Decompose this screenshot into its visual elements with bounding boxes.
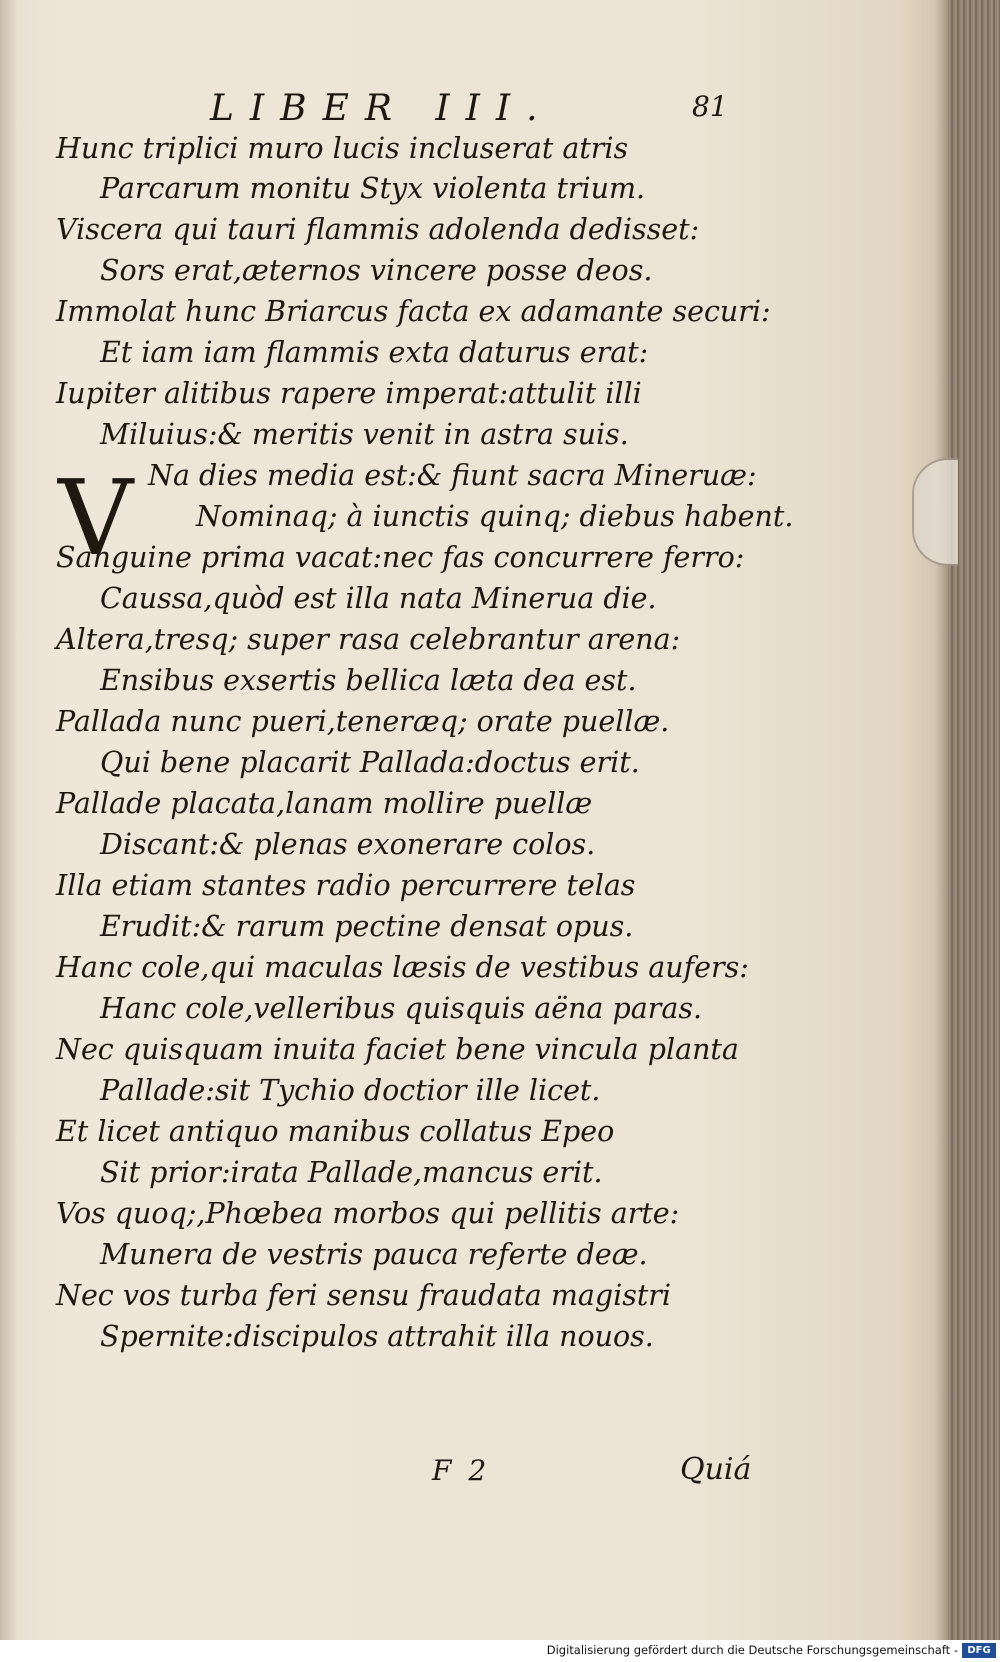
verse-line: Pallade:sit Tychio doctior ille licet. [100,1074,601,1107]
verse-line: Hanc cole,velleribus quisquis aëna paras. [100,992,703,1025]
verse-line: Caussa,quòd est illa nata Minerua die. [100,582,657,615]
verse-line: Altera,tresq; super rasa celebrantur arena: [56,623,681,656]
verse-line: Iupiter alitibus rapere imperat:attulit illi [56,377,642,410]
dfg-logo: DFG [962,1643,996,1658]
digitization-footer [0,1640,1000,1662]
drop-capital: V [58,457,134,579]
verse-line: Et licet antiquo manibus collatus Epeo [56,1115,615,1148]
verse-line: Parcarum monitu Styx violenta trium. [100,172,646,205]
verse-line: Sors erat,æternos vincere posse deos. [100,254,653,287]
verse-line: Sanguine prima vacat:nec fas concurrere ferro: [56,541,745,574]
verse-line: Vos quoq;,Phœbea morbos qui pellitis arte: [56,1197,680,1230]
verse-line: Qui bene placarit Pallada:doctus erit. [100,746,640,779]
verse-line: Nec quisquam inuita faciet bene vincula planta [56,1033,739,1066]
verse-line: Spernite:discipulos attrahit illa nouos. [100,1320,654,1353]
verse-line: Sit prior:irata Pallade,mancus erit. [100,1156,603,1189]
catchword: Quiá [680,1452,752,1487]
verse-line: Et iam iam flammis exta daturus erat: [100,336,649,369]
verse-line: Hunc triplici muro lucis incluserat atris [56,132,629,165]
verse-line: Immolat hunc Briarcus facta ex adamante securi: [56,295,771,328]
running-head: LIBER III. [210,88,554,129]
verse-line: Viscera qui tauri flammis adolenda dedisset: [56,213,700,246]
verse-line: Nominaq; à iunctis quinq; diebus habent. [196,500,794,533]
verse-line: Pallada nunc pueri,teneræq; orate puellæ. [56,705,670,738]
page-edges [948,0,1000,1640]
verse-line: Nec vos turba feri sensu fraudata magistri [56,1279,672,1312]
funding-credit: Digitalisierung gefördert durch die Deutsche Forschungsgemeinschaft - [546,1643,958,1657]
verse-line: Munera de vestris pauca referte deæ. [100,1238,648,1271]
folio-number: 81 [692,90,728,123]
verse-line: Hanc cole,qui maculas læsis de vestibus aufers: [56,951,749,984]
verse-line: Ensibus exsertis bellica læta dea est. [100,664,637,697]
verse-line: Erudit:& rarum pectine densat opus. [100,910,634,943]
signature-mark: F 2 [432,1454,491,1487]
verse-line: Miluius:& meritis venit in astra suis. [100,418,629,451]
verse-line: Illa etiam stantes radio percurrere telas [56,869,636,902]
verse-line: Pallade placata,lanam mollire puellæ [56,787,593,820]
verse-line: Na dies media est:& fiunt sacra Mineruæ: [148,459,757,492]
verse-line: Discant:& plenas exonerare colos. [100,828,596,861]
